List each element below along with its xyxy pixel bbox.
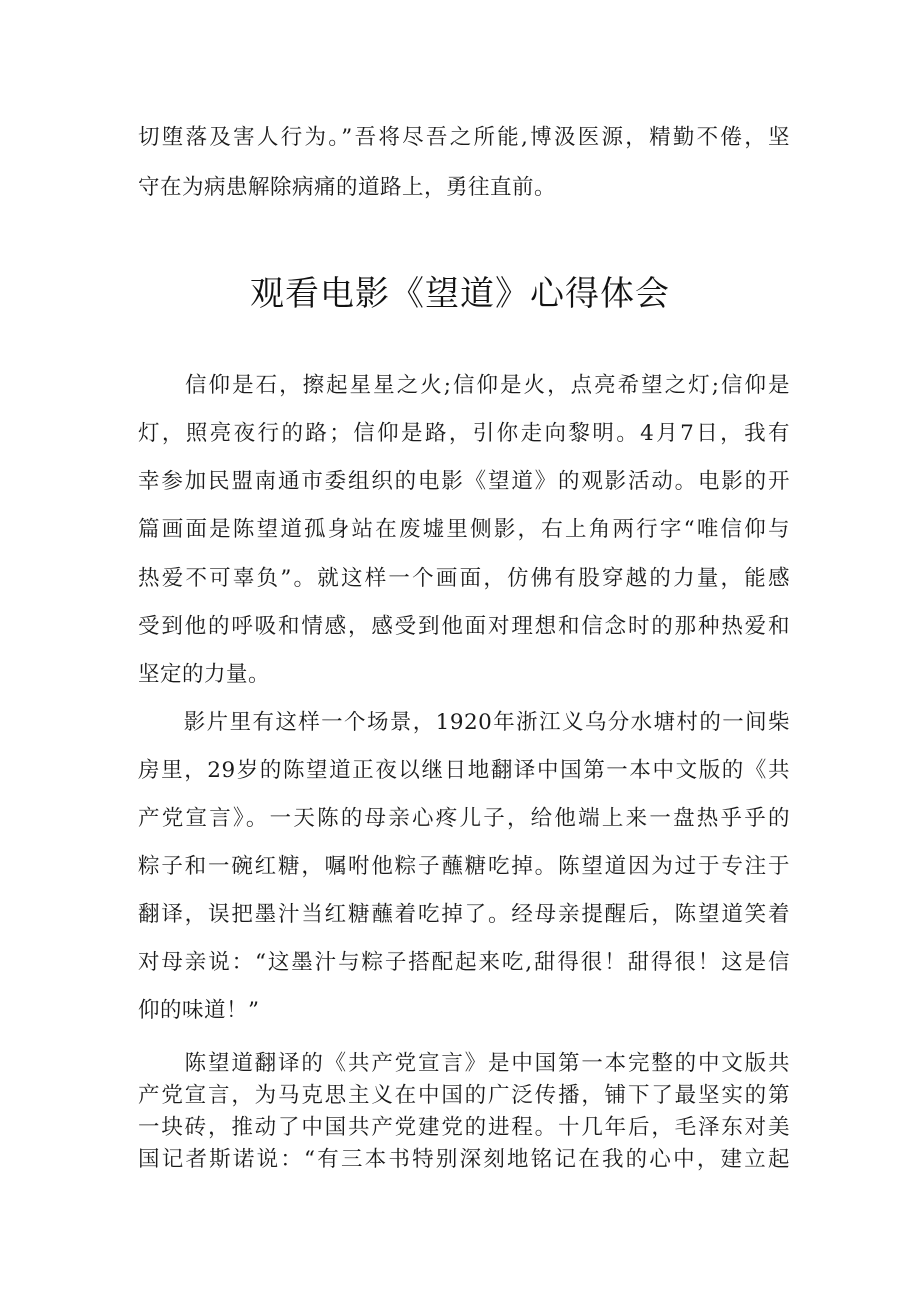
- paragraph-1-line-5: 热爱不可辜负”。就这样一个画面，仿佛有股穿越的力量，能感: [138, 566, 790, 591]
- paragraph-3-line-2: 产党宣言，为马克思主义在中国的广泛传播，铺下了最坚实的第: [138, 1083, 790, 1108]
- paragraph-1-line-6: 受到他的呼吸和情感，感受到他面对理想和信念时的那种热爱和: [138, 614, 790, 639]
- paragraph-2-line-6: 对母亲说：“这墨汁与粽子搭配起来吃,甜得很！甜得很！这是信: [138, 950, 790, 975]
- paragraph-3-line-4: 国记者斯诺说：“有三本书特别深刻地铭记在我的心中，建立起: [138, 1147, 790, 1172]
- article-title: 观看电影《望道》心得体会: [250, 274, 670, 314]
- paragraph-3-line-3: 一块砖，推动了中国共产党建党的进程。十几年后，毛泽东对美: [138, 1115, 790, 1140]
- paragraph-3-line-1: 陈望道翻译的《共产党宣言》是中国第一本完整的中文版共: [138, 1051, 790, 1076]
- paragraph-2-line-3: 产党宣言》。一天陈的母亲心疼儿子，给他端上来一盘热乎乎的: [138, 806, 790, 831]
- prev-paragraph-line-1: 切堕落及害人行为。”吾将尽吾之所能,博汲医源，精勤不倦，坚: [138, 125, 790, 150]
- paragraph-1-line-7: 坚定的力量。: [138, 662, 271, 687]
- paragraph-2-line-1: 影片里有这样一个场景，1920年浙江义乌分水塘村的一间柴: [138, 710, 790, 735]
- paragraph-1-line-1: 信仰是石，擦起星星之火;信仰是火，点亮希望之灯;信仰是: [138, 373, 790, 398]
- paragraph-2-line-5: 翻译，误把墨汁当红糖蘸着吃掉了。经母亲提醒后，陈望道笑着: [138, 902, 790, 927]
- prev-paragraph-line-2: 守在为病患解除病痛的道路上，勇往直前。: [138, 175, 557, 200]
- paragraph-2-line-7: 仰的味道！”: [138, 998, 260, 1023]
- paragraph-1-line-2: 灯，照亮夜行的路；信仰是路，引你走向黎明。4月7日，我有: [138, 421, 790, 446]
- paragraph-1-line-3: 幸参加民盟南通市委组织的电影《望道》的观影活动。电影的开: [138, 469, 790, 494]
- paragraph-1-line-4: 篇画面是陈望道孤身站在废墟里侧影，右上角两行字“唯信仰与: [138, 517, 790, 542]
- paragraph-2-line-4: 粽子和一碗红糖，嘱咐他粽子蘸糖吃掉。陈望道因为过于专注于: [138, 854, 790, 879]
- paragraph-2-line-2: 房里，29岁的陈望道正夜以继日地翻译中国第一本中文版的《共: [138, 758, 790, 783]
